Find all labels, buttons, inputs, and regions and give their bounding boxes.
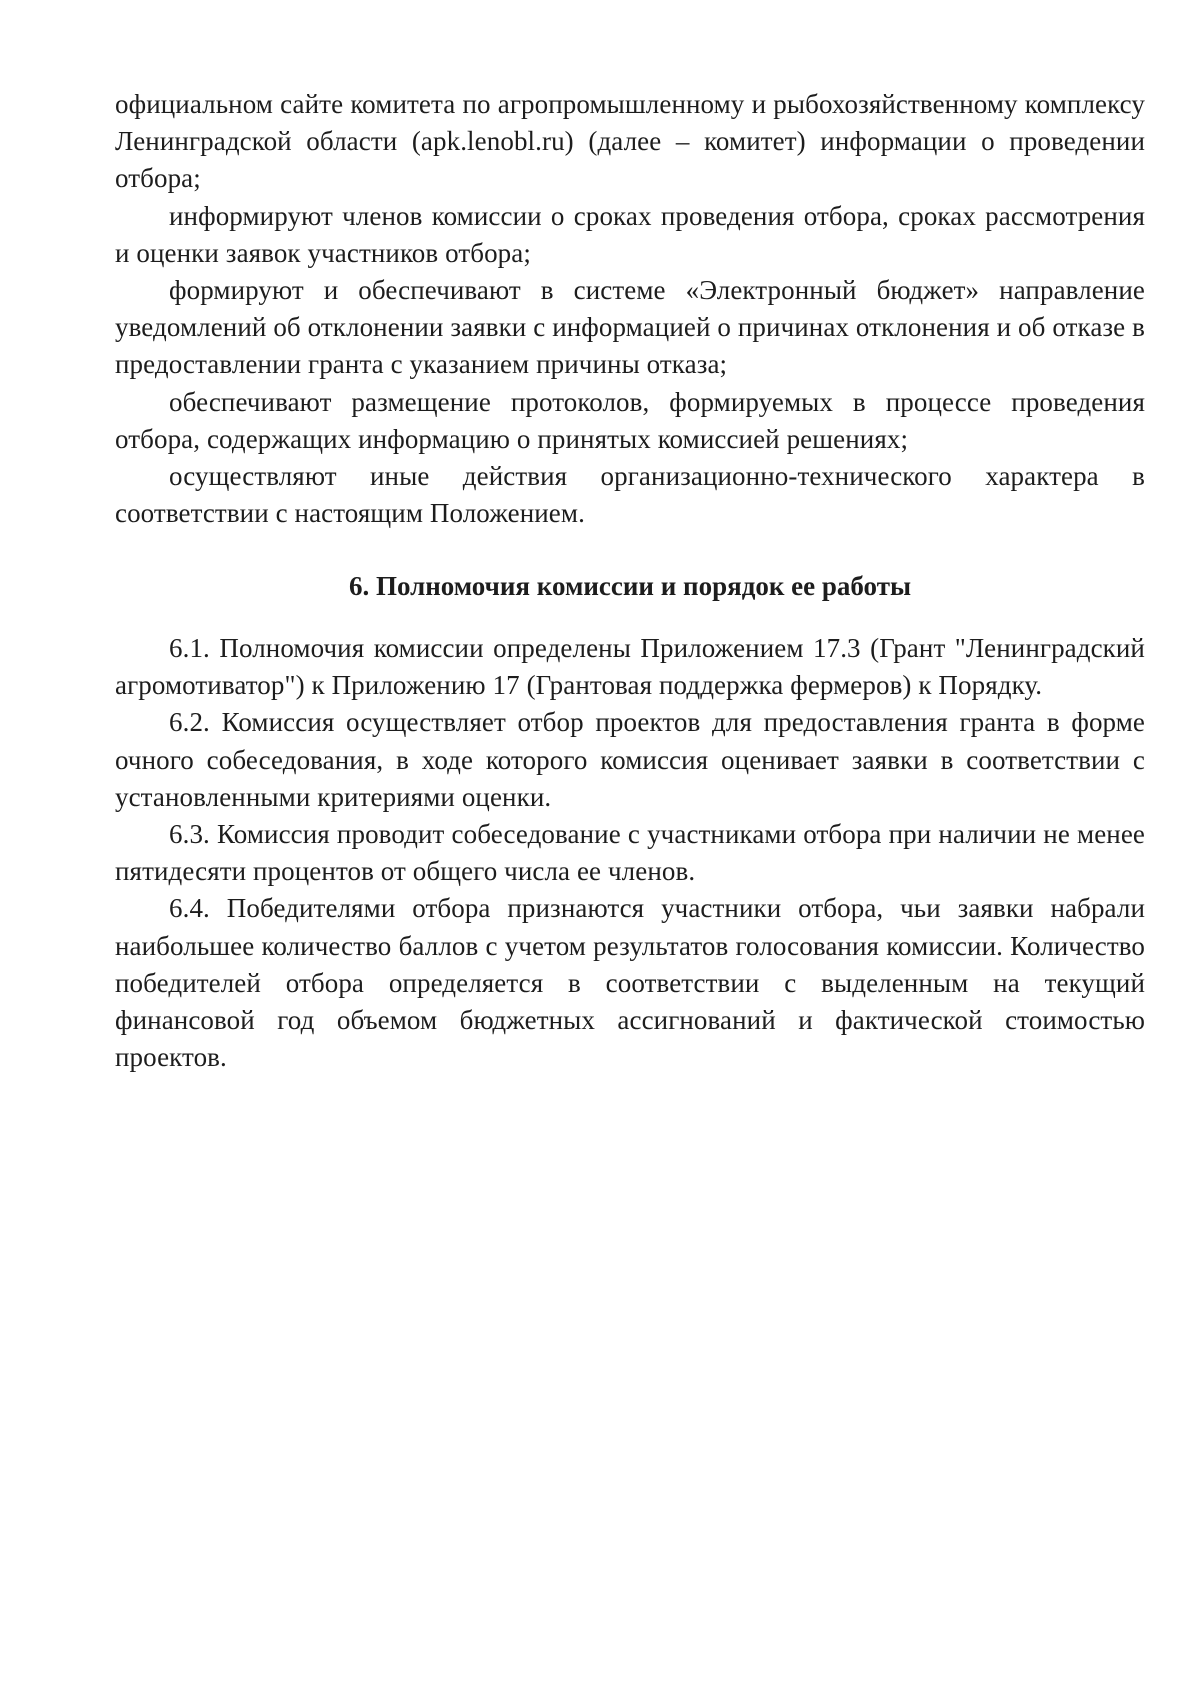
clause-6-2: 6.2. Комиссия осуществляет отбор проектов для предоставления гранта в форме очного собеседования, в ходе которого комиссия оценивает заявки в соответствии с установленными критериями оценки. — [115, 707, 1145, 812]
section-text-block — [115, 630, 1145, 1076]
section-heading: 6. Полномочия комиссии и порядок ее работы — [348, 571, 912, 601]
clause-6-1: 6.1. Полномочия комиссии определены Приложением 17.3 (Грант "Ленинградский агромотиватор") к Приложению 17 (Грантовая поддержка фермеров) к Порядку. — [115, 633, 1145, 701]
paragraph-electronic-budget: формируют и обеспечивают в системе «Электронный бюджет» направление уведомлений об отклонении заявки с информацией о причинах отклонения и об отказе в предоставлении гранта с указанием причины отказа; — [115, 275, 1145, 380]
paragraph-protocols: обеспечивают размещение протоколов, формируемых в процессе проведения отбора, содержащих информацию о принятых комиссией решениях; — [115, 386, 1145, 454]
clause-6-4: 6.4. Победителями отбора признаются участники отбора, чьи заявки набрали наибольшее количество баллов с учетом результатов голосования комиссии. Количество победителей отбора определяется в соответствии с выделенным на текущий финансовой год объемом бюджетных ассигнований и фактической стоимостью проектов. — [115, 893, 1145, 1073]
paragraph-other-actions: осуществляют иные действия организационно-технического характера в соответствии с настоящим Положением. — [115, 461, 1145, 529]
clause-6-3: 6.3. Комиссия проводит собеседование с участниками отбора при наличии не менее пятидесяти процентов от общего числа ее членов. — [115, 819, 1145, 887]
paragraph-continued: официальном сайте комитета по агропромышленному и рыбохозяйственному комплексу Ленинградской области (apk.lenobl.ru) (далее – комитет) информации о проведении отбора; — [115, 89, 1145, 194]
paragraph-inform-members: информируют членов комиссии о сроках проведения отбора, сроках рассмотрения и оценки заявок участников отбора; — [115, 200, 1145, 268]
continued-text-block — [115, 86, 1145, 532]
